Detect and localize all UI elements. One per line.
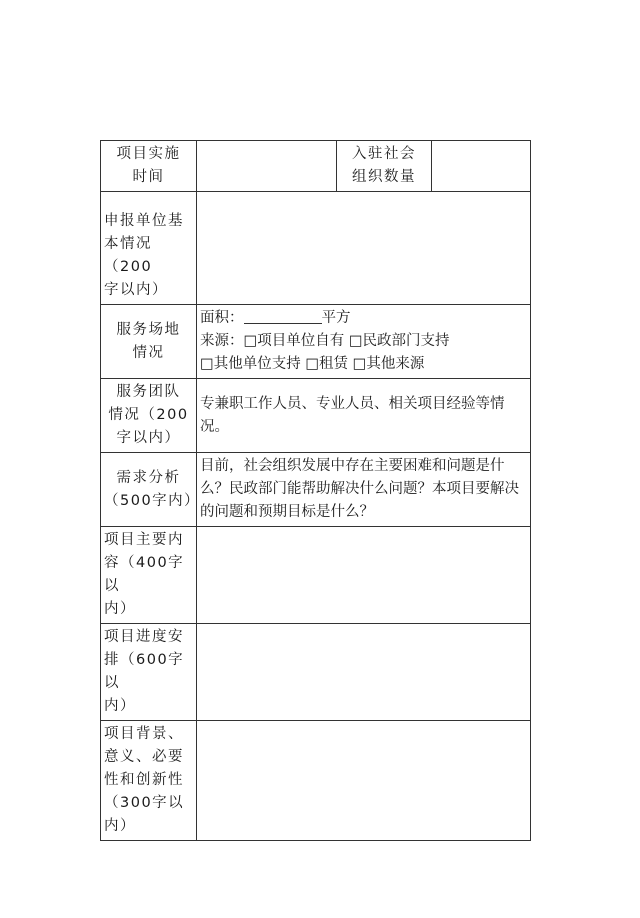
label-applicant-info [101, 192, 197, 305]
label-line: 情况 [132, 344, 165, 361]
venue-area-line [200, 307, 527, 330]
venue-source-line [200, 330, 527, 353]
label-line: 内） [104, 601, 136, 617]
source-label: 来源： [200, 333, 244, 349]
label-line: （300字以 [104, 795, 185, 811]
row-venue [101, 305, 531, 379]
venue-source-line-2 [200, 353, 527, 376]
label-service-team [101, 379, 197, 453]
checkbox-lease[interactable]: □租赁 [305, 356, 349, 372]
checkbox-other-source[interactable]: □其他来源 [352, 356, 425, 372]
row-schedule [101, 624, 531, 721]
label-line: 需求分析 [116, 469, 181, 486]
label-org-count [337, 141, 432, 192]
implementation-time-field[interactable] [197, 141, 337, 192]
row-background [101, 721, 531, 841]
label-line: 申报单位基 [104, 213, 184, 229]
label-line: 字以内） [104, 282, 168, 298]
background-field[interactable] [197, 721, 531, 841]
area-unit: 平方 [321, 310, 351, 326]
label-line: 字以内） [116, 430, 181, 446]
needs-analysis-field[interactable] [197, 453, 531, 527]
label-line: 内） [104, 818, 136, 834]
checkbox-other-unit-support[interactable]: □其他单位支持 [200, 356, 301, 372]
label-schedule [101, 624, 197, 721]
label-line: 组织数量 [352, 169, 416, 185]
label-line: 排（600字以 [104, 652, 185, 691]
label-line: （500字内） [104, 492, 201, 509]
label-line: 内） [104, 698, 136, 714]
label-main-content [101, 527, 197, 624]
checkbox-own-venue[interactable]: □项目单位自有 [243, 333, 345, 349]
service-team-field[interactable] [197, 379, 531, 453]
label-line: 项目背景、 [104, 726, 184, 742]
area-blank-input[interactable] [244, 308, 322, 324]
label-background [101, 721, 197, 841]
applicant-info-field[interactable] [197, 192, 531, 305]
row-applicant-info [101, 192, 531, 305]
label-line: 项目主要内 [104, 532, 184, 548]
area-label: 面积： [200, 310, 244, 326]
label-line: 时间 [132, 169, 165, 185]
row-needs-analysis [101, 453, 531, 527]
label-line: 性和创新性 [104, 772, 184, 788]
main-content-field[interactable] [197, 527, 531, 624]
row-main-content [101, 527, 531, 624]
service-team-hint: 专兼职工作人员、专业人员、相关项目经验等情况。 [200, 395, 505, 435]
label-line: 入驻社会 [352, 146, 416, 162]
label-line: 项目进度安 [104, 629, 184, 645]
label-line: 意义、必要 [104, 749, 184, 765]
label-line: 情况（200 [108, 407, 189, 423]
application-form-table [100, 140, 531, 841]
label-line: 服务团队 [116, 384, 181, 400]
label-venue [101, 305, 197, 379]
label-needs-analysis [101, 453, 201, 527]
checkbox-civil-affairs-support[interactable]: □民政部门支持 [348, 333, 450, 349]
row-implementation-time [101, 141, 531, 192]
venue-field [197, 305, 531, 379]
label-line: 容（400字以 [104, 555, 185, 594]
label-line: 本情况（200 [104, 236, 153, 275]
org-count-field[interactable] [432, 141, 531, 192]
schedule-field[interactable] [197, 624, 531, 721]
row-service-team [101, 379, 531, 453]
label-line: 服务场地 [116, 321, 181, 338]
needs-analysis-hint: 目前，社会组织发展中存在主要困难和问题是什么？民政部门能帮助解决什么问题？本项目要解决的问题和预期目标是什么？ [200, 458, 519, 520]
label-line: 项目实施 [116, 146, 181, 162]
label-implementation-time [101, 141, 197, 192]
